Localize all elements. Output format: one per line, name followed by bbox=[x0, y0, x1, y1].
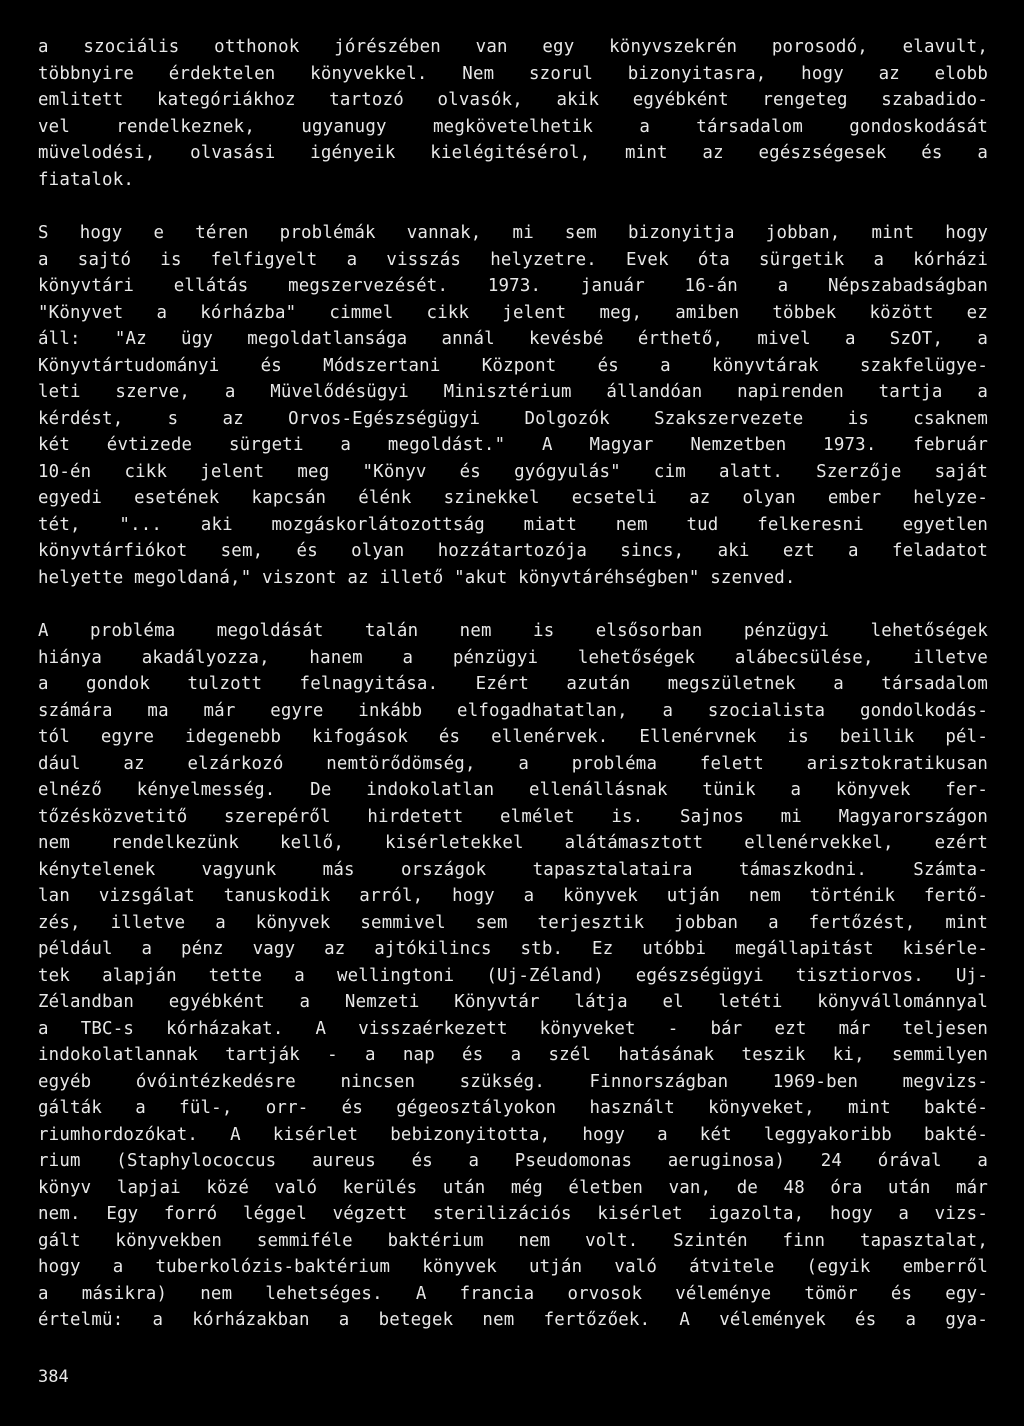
text-line: hogy a tuberkolózis-baktérium könyvek utján való átvitele (egyik emberről bbox=[38, 1257, 988, 1277]
text-line: könyvtárfiókot sem, és olyan hozzátartozója sincs, aki ezt a feladatot bbox=[38, 541, 988, 561]
text-line: vel rendelkeznek, ugyanugy megkövetelhetik a társadalom gondoskodását bbox=[38, 116, 988, 137]
text-line: számára ma már egyre inkább elfogadhatatlan, a szocialista gondolkodás- bbox=[38, 700, 988, 721]
page-number: 384 bbox=[38, 1367, 69, 1387]
paragraph-gap bbox=[38, 193, 988, 220]
text-line: müvelodési, olvasási igényeik kielégitésérol, mint az egészségesek és a bbox=[38, 143, 988, 163]
text-line: nem. Egy forró léggel végzett sterilizációs kisérlet igazolta, hogy a vizs- bbox=[38, 1204, 988, 1224]
text-line: egyéb óvóintézkedésre nincsen szükség. Finnországban 1969-ben megvizs- bbox=[38, 1071, 988, 1092]
text-line: indokolatlannak tartják - a nap és a szél hatásának teszik ki, semmilyen bbox=[38, 1045, 988, 1065]
text-line: például a pénz vagy az ajtókilincs stb. Ez utóbbi megállapitást kisérle- bbox=[38, 939, 988, 959]
text-line: áll: "Az ügy megoldatlansága annál kevésbé érthető, mivel a SzOT, a bbox=[38, 329, 988, 349]
paragraph-2 bbox=[38, 220, 988, 591]
text-line: fiatalok. bbox=[38, 169, 135, 190]
text-line: elnéző kényelmesség. De indokolatlan ellenállásnak tünik a könyvek fer- bbox=[38, 780, 988, 800]
text-line: a gondok tulzott felnagyitása. Ezért azután megszületnek a társadalom bbox=[38, 674, 988, 694]
text-line: kérdést, s az Orvos-Egészségügyi Dolgozók Szakszervezete is csaknem bbox=[38, 408, 988, 429]
text-line: a sajtó is felfigyelt a visszás helyzetre. Evek óta sürgetik a kórházi bbox=[38, 249, 988, 270]
text-line: Zélandban egyébként a Nemzeti Könyvtár látja el letéti könyvállománnyal bbox=[38, 992, 988, 1012]
text-line: tőzésközvetitő szerepéről hirdetett elmélet is. Sajnos mi Magyarországon bbox=[38, 806, 988, 827]
text-line: Könyvtártudományi és Módszertani Központ és a könyvtárak szakfelügye- bbox=[38, 355, 988, 376]
text-line: értelmü: a kórházakban a betegek nem fertőzőek. A vélemények és a gya- bbox=[38, 1310, 988, 1330]
text-line: "Könyvet a kórházba" cimmel cikk jelent meg, amiben többek között ez bbox=[38, 302, 988, 323]
paragraph-1 bbox=[38, 34, 988, 193]
text-line: lan vizsgálat tanuskodik arról, hogy a könyvek utján nem történik fertő- bbox=[38, 886, 988, 906]
text-line: emlitett kategóriákhoz tartozó olvasók, akik egyébként rengeteg szabadido- bbox=[38, 90, 988, 110]
text-line: tek alapján tette a wellingtoni (Uj-Zéland) egészségügyi tisztiorvos. Uj- bbox=[38, 965, 988, 986]
text-line: dául az elzárkozó nemtörődömség, a probléma felett arisztokratikusan bbox=[38, 753, 988, 774]
text-line: a szociális otthonok jórészében van egy könyvszekrén porosodó, elavult, bbox=[38, 37, 988, 57]
text-line: nem rendelkezünk kellő, kisérletekkel alátámasztott ellenérvekkel, ezért bbox=[38, 833, 988, 853]
text-line: kénytelenek vagyunk más országok tapasztalataira támaszkodni. Számta- bbox=[38, 859, 988, 880]
text-line: tól egyre idegenebb kifogások és ellenérvek. Ellenérvnek is beillik pél- bbox=[38, 727, 988, 747]
document-body bbox=[38, 34, 988, 1334]
text-line: többnyire érdektelen könyvekkel. Nem szorul bizonyitasra, hogy az elobb bbox=[38, 63, 988, 84]
text-line: S hogy e téren problémák vannak, mi sem bizonyitja jobban, mint hogy bbox=[38, 223, 988, 243]
text-line: rium (Staphylococcus aureus és a Pseudomonas aeruginosa) 24 órával a bbox=[38, 1151, 988, 1171]
text-line: 10-én cikk jelent meg "Könyv és gyógyulás" cim alatt. Szerzője saját bbox=[38, 461, 988, 482]
text-line: helyette megoldaná," viszont az illető "akut könyvtáréhségben" szenved. bbox=[38, 567, 796, 588]
paragraph-gap bbox=[38, 591, 988, 618]
text-line: gálták a fül-, orr- és gégeosztályokon használt könyveket, mint bakté- bbox=[38, 1098, 988, 1118]
text-line: hiánya akadályozza, hanem a pénzügyi lehetőségek alábecsülése, illetve bbox=[38, 647, 988, 668]
text-line: zés, illetve a könyvek semmivel sem terjesztik jobban a fertőzést, mint bbox=[38, 912, 988, 933]
text-line: leti szerve, a Müvelődésügyi Minisztérium állandóan napirenden tartja a bbox=[38, 382, 988, 402]
text-line: gált könyvekben semmiféle baktérium nem volt. Szintén finn tapasztalat, bbox=[38, 1230, 988, 1251]
text-line: könyv lapjai közé való kerülés után még életben van, de 48 óra után már bbox=[38, 1177, 988, 1198]
text-line: A probléma megoldását talán nem is elsősorban pénzügyi lehetőségek bbox=[38, 621, 988, 641]
paragraph-3 bbox=[38, 618, 988, 1334]
text-line: a TBC-s kórházakat. A visszaérkezett könyveket - bár ezt már teljesen bbox=[38, 1018, 988, 1039]
text-line: riumhordozókat. A kisérlet bebizonyitotta, hogy a két leggyakoribb bakté- bbox=[38, 1124, 988, 1145]
text-line: két évtizede sürgeti a megoldást." A Magyar Nemzetben 1973. február bbox=[38, 435, 988, 455]
text-line: a másikra) nem lehetséges. A francia orvosok véleménye tömör és egy- bbox=[38, 1283, 988, 1304]
text-line: könyvtári ellátás megszervezését. 1973. január 16-án a Népszabadságban bbox=[38, 276, 988, 296]
text-line: tét, "... aki mozgáskorlátozottság miatt nem tud felkeresni egyetlen bbox=[38, 514, 988, 535]
text-line: egyedi esetének kapcsán élénk szinekkel ecseteli az olyan ember helyze- bbox=[38, 488, 988, 508]
